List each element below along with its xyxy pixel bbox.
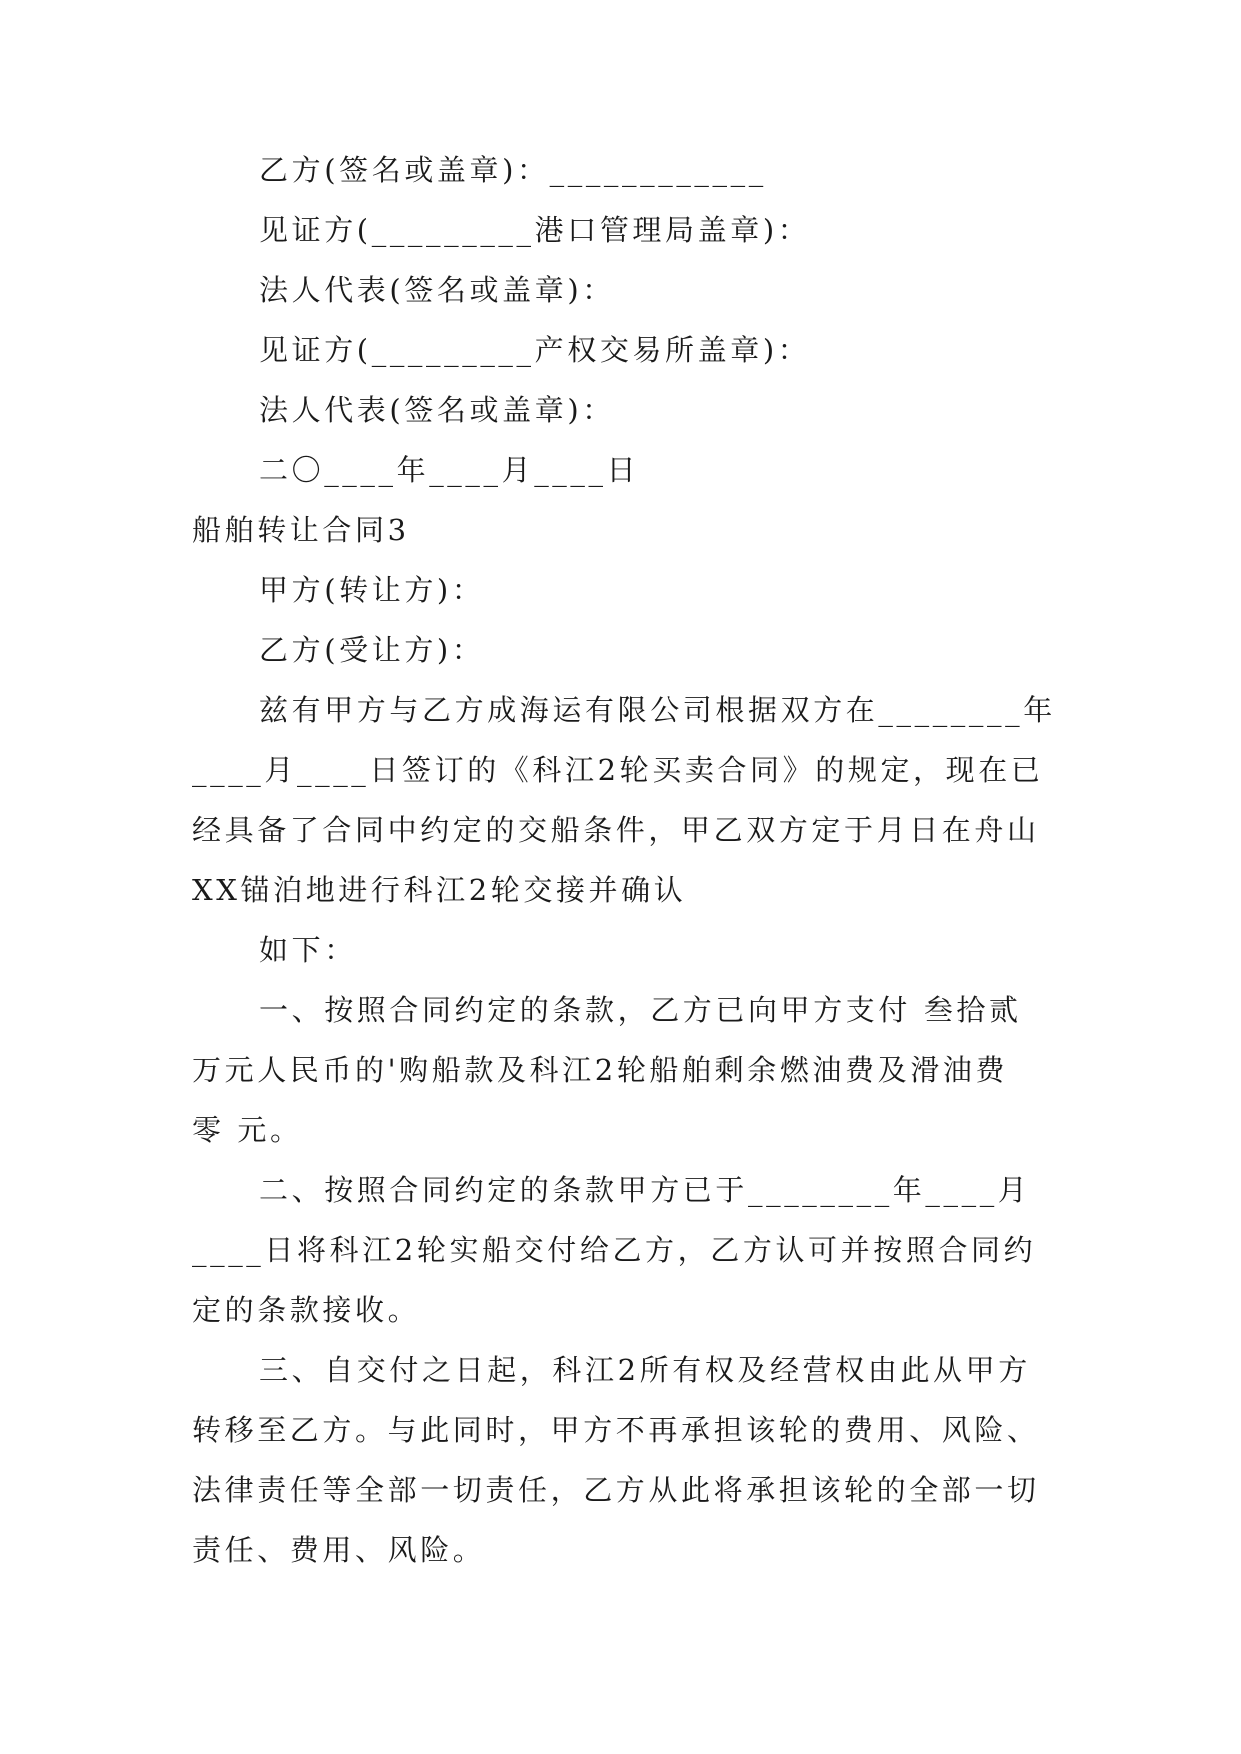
clause-1-line-3: 零 元。 <box>192 1113 303 1147</box>
date-line: 二〇____年____月____日 <box>259 453 640 487</box>
clause-3-line-3: 法律责任等全部一切责任，乙方从此将承担该轮的全部一切 <box>192 1473 1040 1507</box>
clause-1-line-1: 一、按照合同约定的条款，乙方已向甲方支付 叁拾贰 <box>259 993 1022 1027</box>
clause-2-line-2: ____日将科江2轮实船交付给乙方，乙方认可并按照合同约 <box>192 1233 1037 1267</box>
legal-representative-line: 法人代表(签名或盖章)： <box>259 273 615 307</box>
party-a-line: 甲方(转让方)： <box>259 573 485 607</box>
witness-port-authority-line: 见证方(_________港口管理局盖章)： <box>259 213 811 247</box>
contract-title: 船舶转让合同3 <box>192 513 410 547</box>
as-follows-line: 如下： <box>259 933 357 967</box>
party-b-line: 乙方(受让方)： <box>259 633 485 667</box>
party-b-signature-line: 乙方(签名或盖章)：____________ <box>259 153 767 187</box>
intro-paragraph-line-4: XX锚泊地进行科江2轮交接并确认 <box>192 873 687 907</box>
intro-paragraph-line-1: 兹有甲方与乙方成海运有限公司根据双方在________年 <box>259 693 1056 727</box>
clause-1-line-2: 万元人民币的'购船款及科江2轮船舶剩余燃油费及滑油费 <box>192 1053 1009 1087</box>
intro-paragraph-line-2: ____月____日签订的《科江2轮买卖合同》的规定，现在已 <box>192 753 1044 787</box>
clause-2-line-1: 二、按照合同约定的条款甲方已于________年____月 <box>259 1173 1031 1207</box>
clause-3-line-4: 责任、费用、风险。 <box>192 1533 486 1567</box>
clause-3-line-1: 三、自交付之日起，科江2所有权及经营权由此从甲方 <box>259 1353 1031 1387</box>
document-body <box>192 140 1072 1580</box>
clause-2-line-3: 定的条款接收。 <box>192 1293 421 1327</box>
witness-property-exchange-line: 见证方(_________产权交易所盖章)： <box>259 333 811 367</box>
intro-paragraph-line-3: 经具备了合同中约定的交船条件，甲乙双方定于月日在舟山 <box>192 813 1040 847</box>
clause-3-line-2: 转移至乙方。与此同时，甲方不再承担该轮的费用、风险、 <box>192 1413 1040 1447</box>
legal-representative-line-2: 法人代表(签名或盖章)： <box>259 393 615 427</box>
